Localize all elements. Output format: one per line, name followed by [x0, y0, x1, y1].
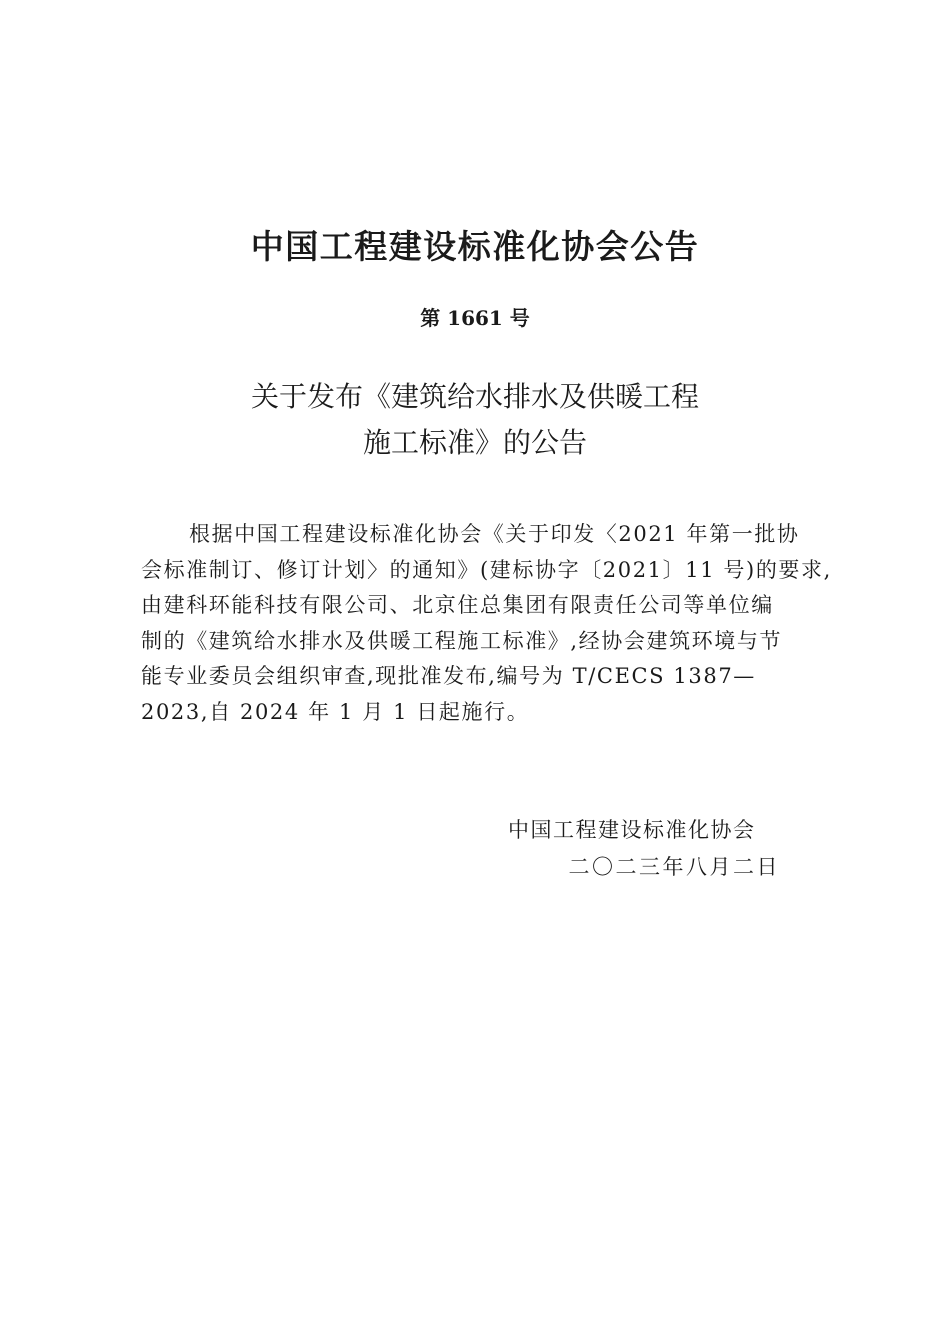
signature-block — [508, 812, 780, 886]
body-line: 根据中国工程建设标准化协会《关于印发〈2021 年第一批协 — [189, 522, 800, 546]
announcement-title: 中国工程建设标准化协会公告 — [250, 227, 700, 266]
body-line: 2023,自 2024 年 1 月 1 日起施行。 — [141, 699, 530, 724]
body-line: 能专业委员会组织审查,现批准发布,编号为 T/CECS 1387— — [141, 664, 756, 688]
subtitle-line: 施工标准》的公告 — [362, 426, 587, 459]
body-line: 由建科环能科技有限公司、北京住总集团有限责任公司等单位编 — [141, 593, 774, 617]
subtitle-line: 关于发布《建筑给水排水及供暖工程 — [250, 380, 699, 413]
body-line: 制的《建筑给水排水及供暖工程施工标准》,经协会建筑环境与节 — [141, 628, 783, 653]
announcement-number: 第 1661 号 — [420, 306, 530, 330]
signing-organization: 中国工程建设标准化协会 — [508, 818, 756, 842]
signing-date: 二〇二三年八月二日 — [568, 855, 780, 879]
announcement-subtitle — [0, 374, 950, 466]
body-line: 会标准制订、修订计划〉的通知》(建标协字〔2021〕11 号)的要求, — [141, 557, 832, 582]
announcement-body — [141, 517, 831, 730]
